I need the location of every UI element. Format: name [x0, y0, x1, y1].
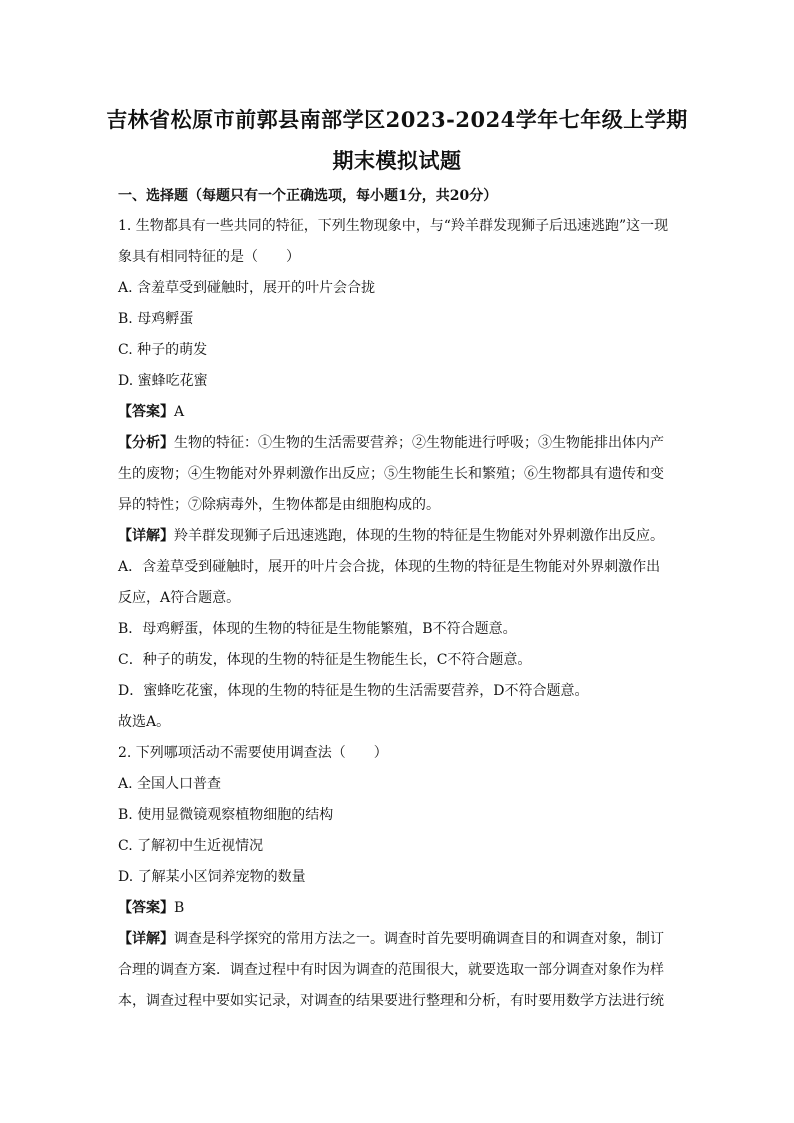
q1-answer	[118, 402, 678, 422]
analysis-tag: 【分析】	[118, 435, 174, 451]
q1-stem-line-2: 象具有相同特征的是（ ）	[118, 249, 300, 265]
answer-value: B	[174, 900, 185, 916]
q2-detail-line-3: 本，调查过程中要如实记录，对调查的结果要进行整理和分析，有时要用数学方法进行统	[118, 993, 664, 1009]
q2-option-d: D. 了解某小区饲养宠物的数量	[118, 869, 306, 885]
q1-detail-line-3: 反应，A符合题意。	[118, 590, 241, 606]
q1-option-b: B. 母鸡孵蛋	[118, 311, 194, 327]
q1-stem-line-1: 1. 生物都具有一些共同的特征，下列生物现象中，与“羚羊群发现狮子后迅速逃跑”这一现	[118, 218, 669, 234]
detail-text: 羚羊群发现狮子后迅速逃跑，体现的生物的特征是生物能对外界刺激作出反应。	[174, 528, 664, 544]
q1-analysis-line-2: 生的废物；④生物能对外界刺激作出反应；⑤生物能生长和繁殖；⑥生物都具有遗传和变	[118, 466, 664, 482]
q2-detail-line-1	[118, 929, 678, 949]
q2-answer	[118, 898, 678, 918]
q1-analysis-line-3: 异的特性；⑦除病毒外，生物体都是由细胞构成的。	[118, 497, 440, 513]
q1-detail-line-4: B．母鸡孵蛋，体现的生物的特征是生物能繁殖，B不符合题意。	[118, 621, 517, 637]
q2-option-c: C. 了解初中生近视情况	[118, 838, 264, 854]
q1-option-c: C. 种子的萌发	[118, 342, 208, 358]
q1-detail-line-1	[118, 526, 678, 546]
q1-option-d: D. 蜜蜂吃花蜜	[118, 373, 208, 389]
detail-text: 调查是科学探究的常用方法之一。调查时首先要明确调查目的和调查对象，制订	[174, 931, 664, 947]
q2-option-b: B. 使用显微镜观察植物细胞的结构	[118, 807, 334, 823]
analysis-text: 生物的特征：①生物的生活需要营养；②生物能进行呼吸；③生物能排出体内产	[174, 435, 664, 451]
q1-option-a: A. 含羞草受到碰触时，展开的叶片会合拢	[118, 280, 376, 296]
q1-conclusion: 故选A。	[118, 714, 171, 730]
answer-tag: 【答案】	[118, 404, 174, 420]
q1-detail-line-6: D．蜜蜂吃花蜜，体现的生物的特征是生物的生活需要营养，D不符合题意。	[118, 683, 589, 699]
q2-detail-line-2: 合理的调查方案．调查过程中有时因为调查的范围很大，就要选取一部分调查对象作为样	[118, 962, 664, 978]
q1-analysis-line-1	[118, 433, 678, 453]
q1-detail-line-2: A．含羞草受到碰触时，展开的叶片会合拢，体现的生物的特征是生物能对外界刺激作出	[118, 559, 661, 575]
q1-detail-line-5: C．种子的萌发，体现的生物的特征是生物能生长，C不符合题意。	[118, 652, 532, 668]
detail-tag: 【详解】	[118, 931, 174, 947]
document-title-line-1: 吉林省松原市前郭县南部学区2023-2024学年七年级上学期	[106, 107, 688, 132]
answer-value: A	[174, 404, 185, 420]
q2-option-a: A. 全国人口普查	[118, 776, 222, 792]
section-heading: 一、选择题（每题只有一个正确选项，每小题1分，共20分）	[118, 188, 498, 204]
q2-stem: 2. 下列哪项活动不需要使用调查法（ ）	[118, 745, 388, 761]
document-title-line-2: 期末模拟试题	[332, 148, 462, 173]
detail-tag: 【详解】	[118, 528, 174, 544]
answer-tag: 【答案】	[118, 900, 174, 916]
